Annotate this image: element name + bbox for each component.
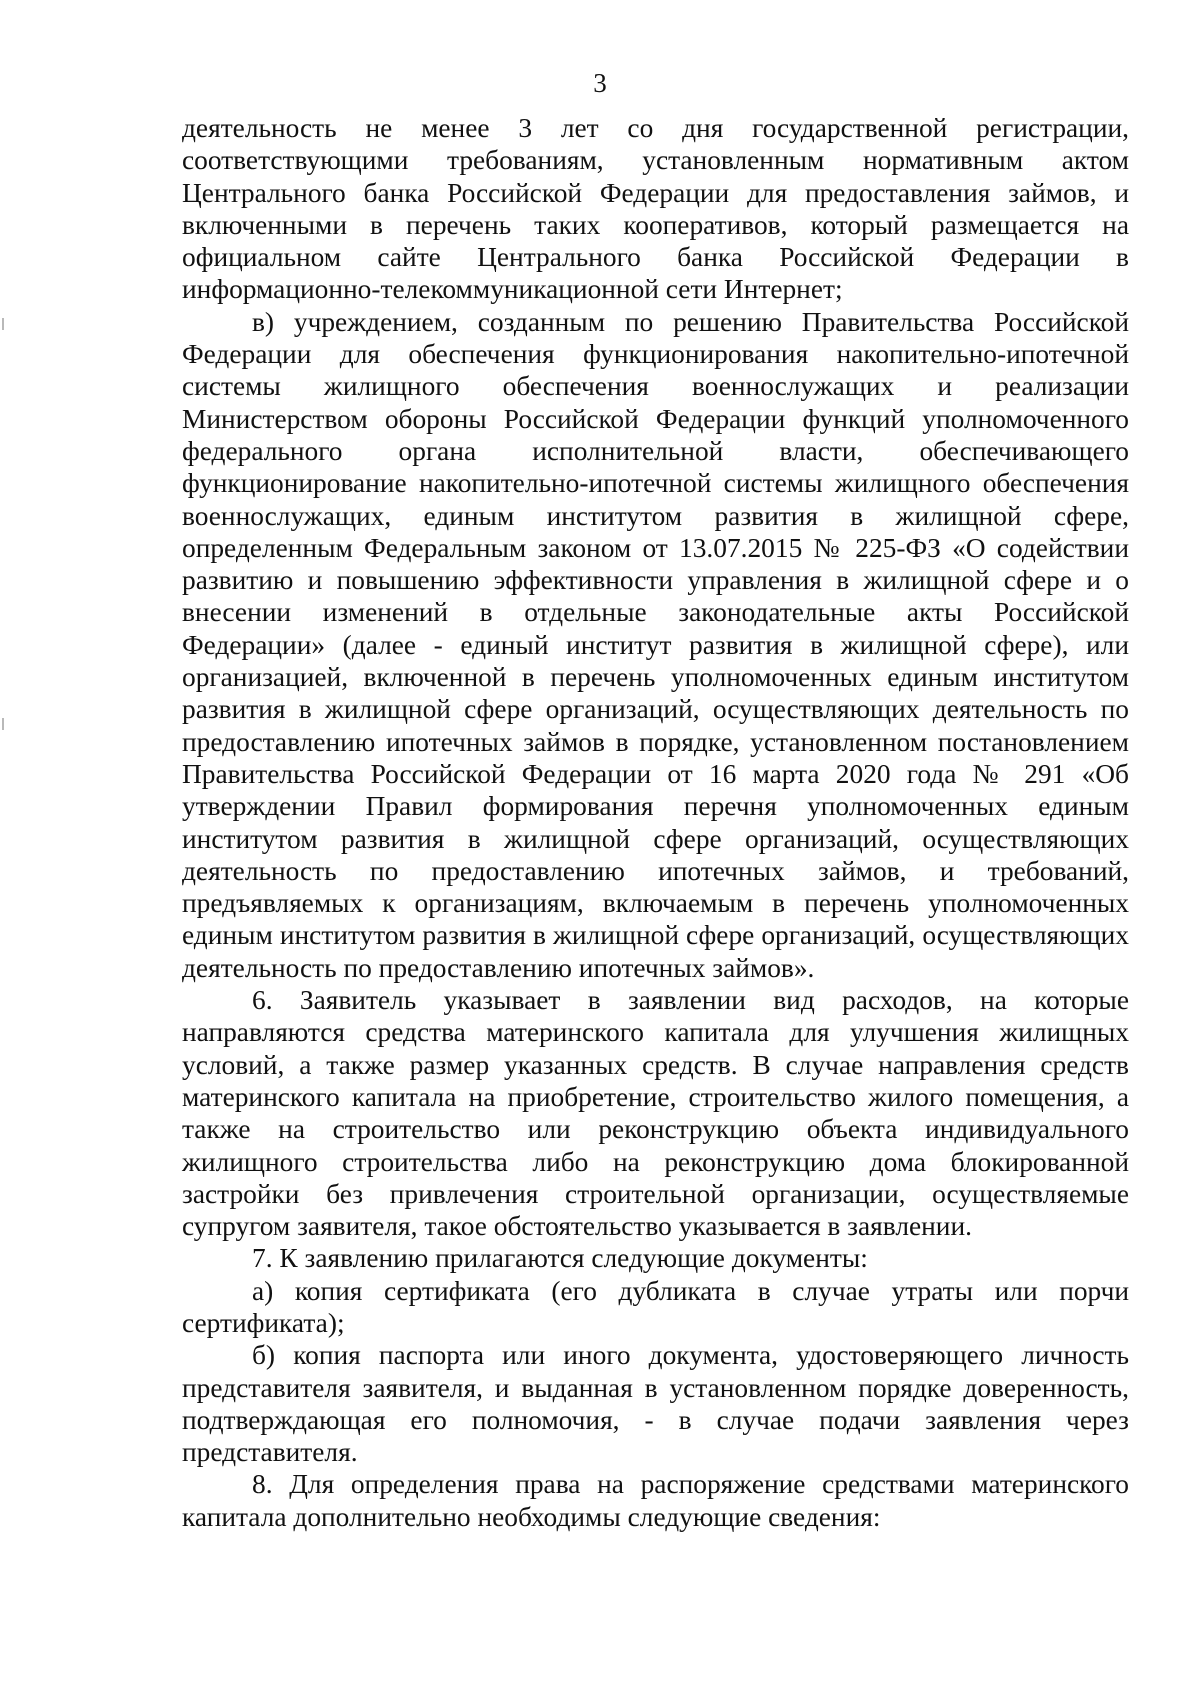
document-body (182, 112, 1129, 1533)
paragraph-item-v: в) учреждением, созданным по решению Правительства Российской Федерации для обеспечения функционирования накопительно-ипотечной системы жилищного обеспечения военнослужащих и реализации Министерством обороны Российской Федерации функций уполномоченного федерального органа исполнительной власти, обеспечивающего функционирование накопительно-ипотечной системы жилищного обеспечения военнослужащих, единым институтом развития в жилищной сфере, определенным Федеральным законом от 13.07.2015 № 225-ФЗ «О содействии развитию и повышению эффективности управления в жилищной сфере и о внесении изменений в отдельные законодательные акты Российской Федерации» (далее - единый институт развития в жилищной сфере), или организацией, включенной в перечень уполномоченных единым институтом развития в жилищной сфере организаций, осуществляющих деятельность по предоставлению ипотечных займов в порядке, установленном постановлением Правительства Российской Федерации от 16 марта 2020 года № 291 «Об утверждении Правил формирования перечня уполномоченных единым институтом развития в жилищной сфере организаций, осуществляющих деятельность по предоставлению ипотечных займов, и требований, предъявляемых к организациям, включаемым в перечень уполномоченных единым институтом развития в жилищной сфере организаций, осуществляющих деятельность по предоставлению ипотечных займов». (182, 306, 1129, 983)
paragraph-8: 8. Для определения права на распоряжение средствами материнского капитала дополнительно необходимы следующие сведения: (182, 1469, 1129, 1532)
paragraph-7: 7. К заявлению прилагаются следующие документы: (252, 1243, 868, 1274)
paragraph-7a: а) копия сертификата (его дубликата в случае утраты или порчи сертификата); (182, 1275, 1129, 1338)
paragraph-continuation: деятельность не менее 3 лет со дня государственной регистрации, соответствующими требованиям, установленным нормативным актом Центрального банка Российской Федерации для предоставления займов, и включенными в перечень таких кооперативов, который размещается на официальном сайте Центрального банка Российской Федерации в информационно-телекоммуникационной сети Интернет; (182, 113, 1129, 305)
page-number: 3 (593, 68, 607, 98)
paragraph-6: 6. Заявитель указывает в заявлении вид расходов, на которые направляются средства материнского капитала для улучшения жилищных условий, а также размер указанных средств. В случае направления средств материнского капитала на приобретение, строительство жилого помещения, а также на строительство или реконструкцию объекта индивидуального жилищного строительства либо на реконструкцию дома блокированной застройки без привлечения строительной организации, осуществляемые супругом заявителя, такое обстоятельство указывается в заявлении. (182, 985, 1129, 1242)
paragraph-7b: б) копия паспорта или иного документа, удостоверяющего личность представителя заявителя, и выданная в установленном порядке доверенность, подтверждающая его полномочия, - в случае подачи заявления через представителя. (182, 1340, 1129, 1468)
scan-edge-mark (2, 318, 4, 330)
scan-edge-mark (2, 718, 4, 730)
